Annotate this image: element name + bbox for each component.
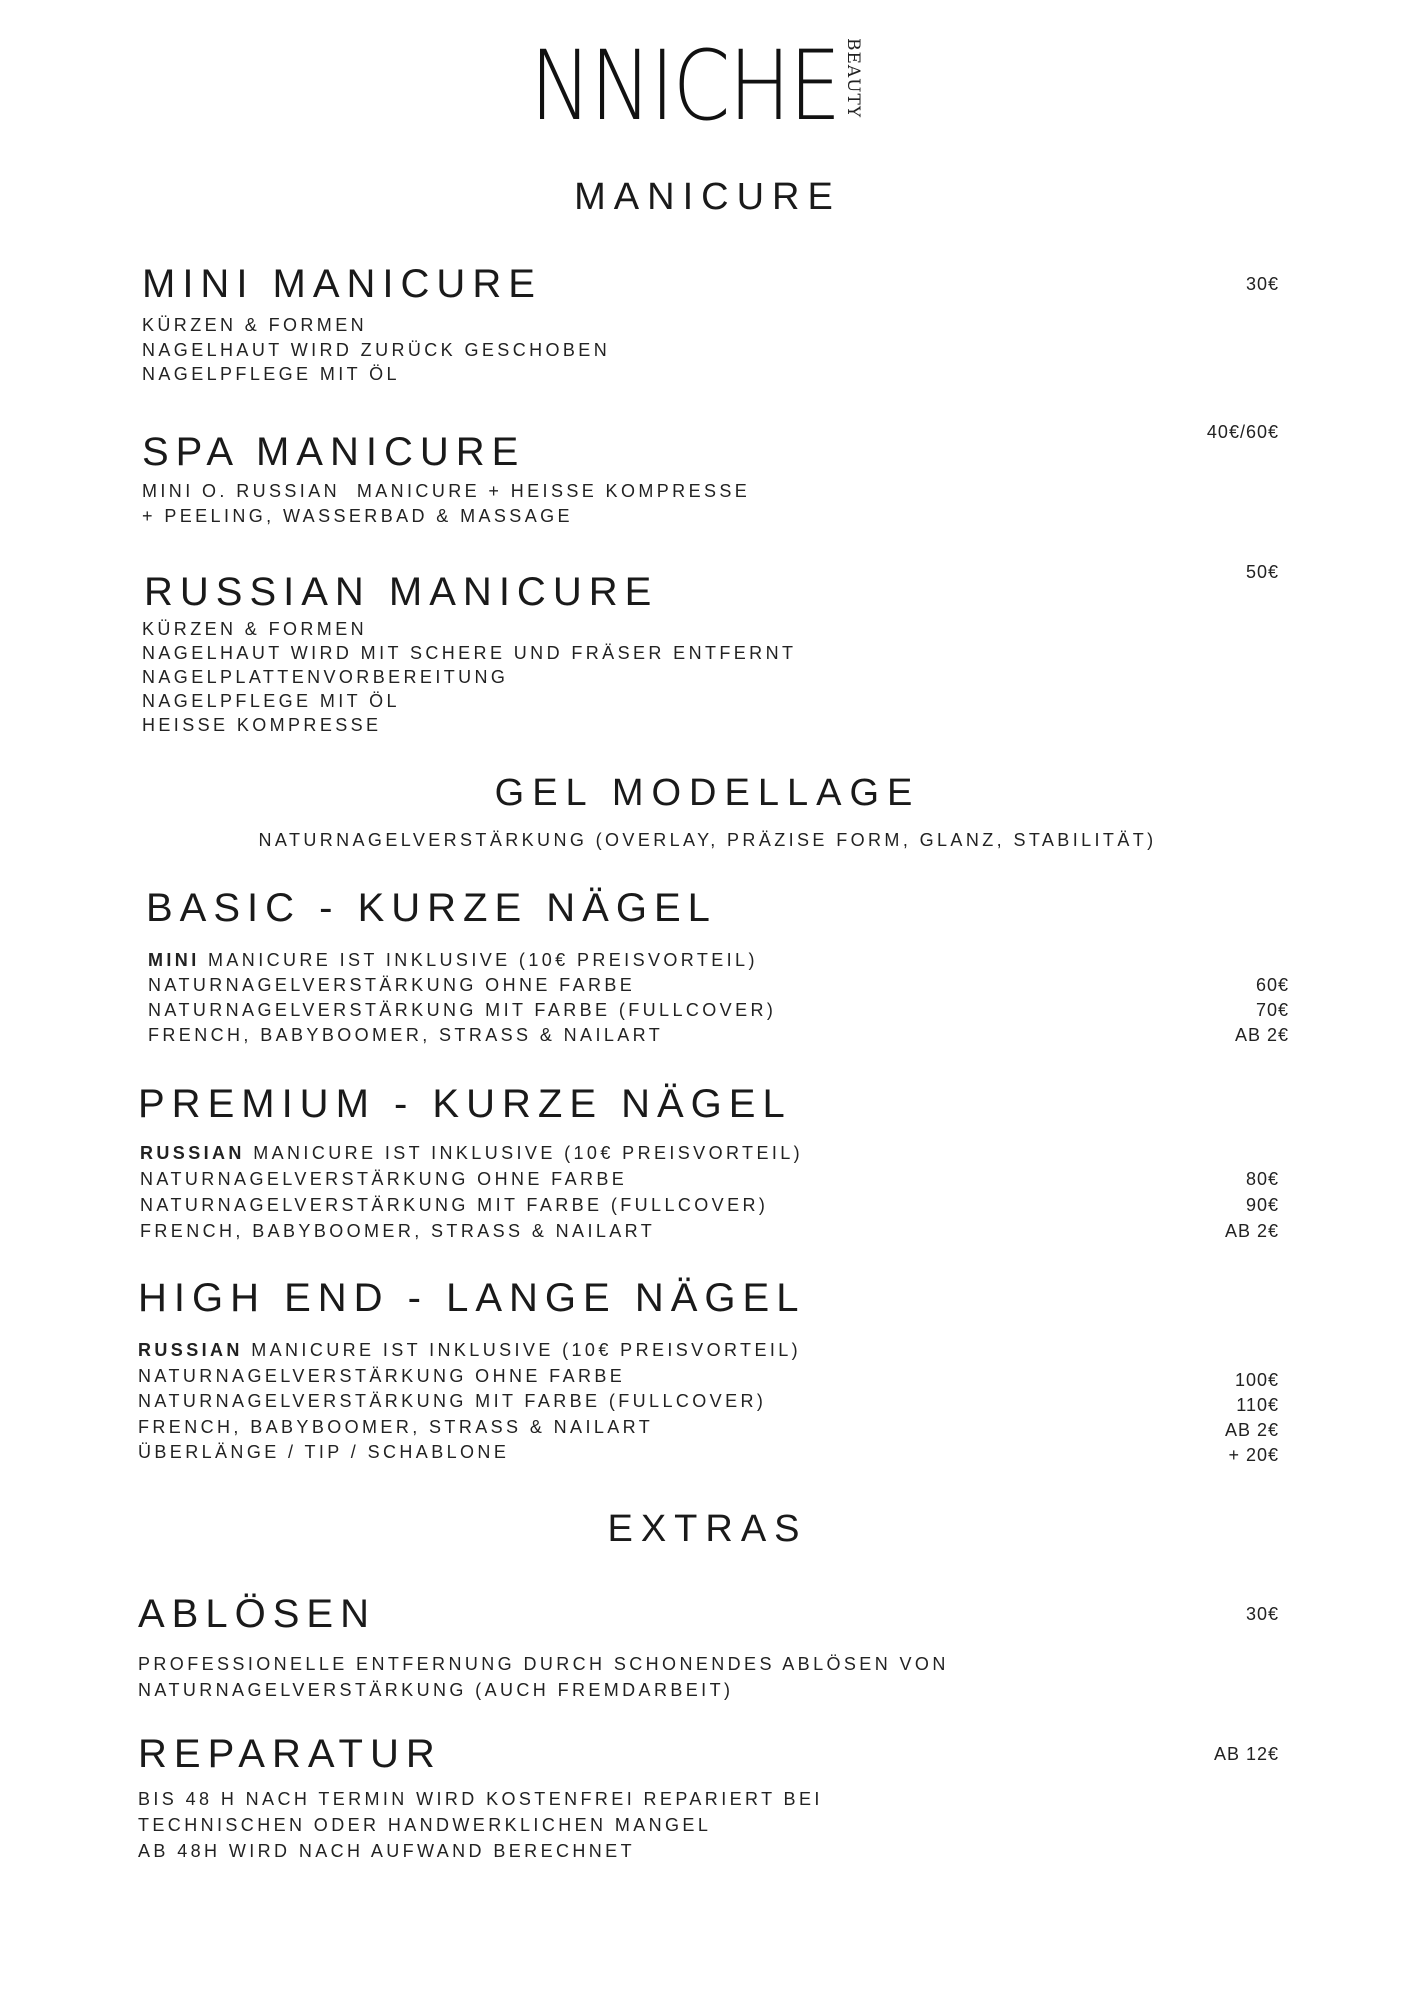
desc-line: TECHNISCHEN ODER HANDWERKLICHEN MANGEL	[138, 1815, 712, 1835]
section-title-gel-modellage: GEL MODELLAGE	[494, 772, 921, 814]
section-title-manicure: MANICURE	[574, 176, 841, 218]
item-title-spa-manicure: SPA MANICURE	[142, 430, 526, 474]
gel-subtitle: NATURNAGELVERSTÄRKUNG (OVERLAY, PRÄZISE FORM, GLANZ, STABILITÄT)	[258, 830, 1157, 850]
item-title-reparatur: REPARATUR	[138, 1732, 442, 1776]
desc-spa-manicure	[142, 479, 750, 528]
desc-line: NATURNAGELVERSTÄRKUNG MIT FARBE (FULLCOVER)	[138, 1391, 767, 1411]
price: 60€	[1255, 975, 1289, 995]
desc-line: FRENCH, BABYBOOMER, STRASS & NAILART	[148, 1025, 664, 1045]
desc-line: ÜBERLÄNGE / TIP / SCHABLONE	[138, 1442, 510, 1462]
package-intro	[138, 1338, 801, 1364]
desc-line: NAGELHAUT WIRD MIT SCHERE UND FRÄSER ENTFERNT	[142, 643, 797, 663]
desc-line: MINI O. RUSSIAN MANICURE + HEISSE KOMPRESSE	[142, 481, 751, 501]
logo-subtitle: BEAUTY	[843, 38, 863, 119]
desc-abloesen	[138, 1651, 949, 1703]
desc-line: NATURNAGELVERSTÄRKUNG OHNE FARBE	[148, 975, 636, 995]
price-reparatur: AB 12€	[1213, 1744, 1279, 1764]
price: 100€	[1234, 1370, 1279, 1390]
package-title-premium: PREMIUM - KURZE NÄGEL	[138, 1082, 792, 1126]
package-title-basic: BASIC - KURZE NÄGEL	[146, 886, 717, 930]
package-intro	[148, 948, 776, 973]
price: AB 2€	[1224, 1221, 1279, 1241]
prices-high-end	[1225, 1368, 1279, 1468]
desc-line: FRENCH, BABYBOOMER, STRASS & NAILART	[138, 1416, 654, 1437]
desc-line: NAGELPFLEGE MIT ÖL	[142, 691, 400, 711]
desc-russian-manicure	[142, 617, 796, 737]
item-title-mini-manicure: MINI MANICURE	[142, 262, 542, 306]
desc-mini-manicure	[142, 313, 610, 387]
price: + 20€	[1228, 1445, 1279, 1465]
desc-premium	[140, 1140, 803, 1244]
logo-wordmark: NNICHE	[530, 30, 840, 142]
desc-line: NATURNAGELVERSTÄRKUNG (AUCH FREMDARBEIT)	[138, 1680, 734, 1700]
price: 110€	[1236, 1395, 1279, 1415]
item-title-abloesen: ABLÖSEN	[138, 1592, 376, 1636]
desc-line: NATURNAGELVERSTÄRKUNG OHNE FARBE	[140, 1169, 628, 1189]
item-title-russian-manicure: RUSSIAN MANICURE	[144, 570, 659, 614]
price: 80€	[1245, 1169, 1279, 1189]
package-intro-text: MANICURE IST INKLUSIVE (10€ PREISVORTEIL)	[244, 1143, 804, 1163]
desc-line: KÜRZEN & FORMEN	[142, 315, 368, 335]
package-intro-bold: RUSSIAN	[140, 1143, 245, 1163]
desc-line: BIS 48 H NACH TERMIN WIRD KOSTENFREI REPARIERT BEI	[138, 1789, 823, 1809]
brand-logo	[530, 30, 890, 142]
package-intro-text: MANICURE IST INKLUSIVE (10€ PREISVORTEIL)	[242, 1340, 802, 1360]
prices-basic	[1235, 973, 1289, 1048]
package-title-high-end: HIGH END - LANGE NÄGEL	[138, 1276, 806, 1320]
desc-line: FRENCH, BABYBOOMER, STRASS & NAILART	[140, 1221, 656, 1241]
package-intro	[140, 1140, 803, 1166]
desc-line: NATURNAGELVERSTÄRKUNG MIT FARBE (FULLCOVER)	[148, 1000, 777, 1020]
desc-high-end	[138, 1338, 801, 1466]
desc-line: NATURNAGELVERSTÄRKUNG OHNE FARBE	[138, 1365, 626, 1386]
price-abloesen: 30€	[1245, 1604, 1279, 1624]
price-mini-manicure: 30€	[1245, 274, 1279, 294]
desc-line: NAGELPLATTENVORBEREITUNG	[142, 667, 509, 687]
price: AB 2€	[1234, 1025, 1289, 1045]
desc-line: NAGELHAUT WIRD ZURÜCK GESCHOBEN	[142, 339, 611, 360]
desc-line: NAGELPFLEGE MIT ÖL	[142, 364, 400, 384]
package-intro-bold: MINI	[148, 950, 200, 970]
desc-line: HEISSE KOMPRESSE	[142, 715, 382, 735]
price: AB 2€	[1224, 1420, 1279, 1440]
package-intro-text: MANICURE IST INKLUSIVE (10€ PREISVORTEIL)	[199, 950, 758, 970]
desc-line: AB 48H WIRD NACH AUFWAND BERECHNET	[138, 1841, 635, 1861]
desc-reparatur	[138, 1786, 823, 1864]
desc-line: + PEELING, WASSERBAD & MASSAGE	[142, 505, 573, 526]
price-spa-manicure: 40€/60€	[1206, 422, 1279, 442]
desc-basic	[148, 948, 776, 1048]
desc-line: PROFESSIONELLE ENTFERNUNG DURCH SCHONENDES ABLÖSEN VON	[138, 1654, 949, 1674]
price: 90€	[1245, 1195, 1279, 1215]
section-title-extras: EXTRAS	[607, 1508, 808, 1550]
prices-premium	[1225, 1166, 1279, 1244]
price: 70€	[1255, 1000, 1289, 1020]
desc-line: KÜRZEN & FORMEN	[142, 619, 368, 639]
price-russian-manicure: 50€	[1245, 562, 1279, 582]
desc-line: NATURNAGELVERSTÄRKUNG MIT FARBE (FULLCOVER)	[140, 1195, 769, 1215]
package-intro-bold: RUSSIAN	[138, 1340, 243, 1360]
